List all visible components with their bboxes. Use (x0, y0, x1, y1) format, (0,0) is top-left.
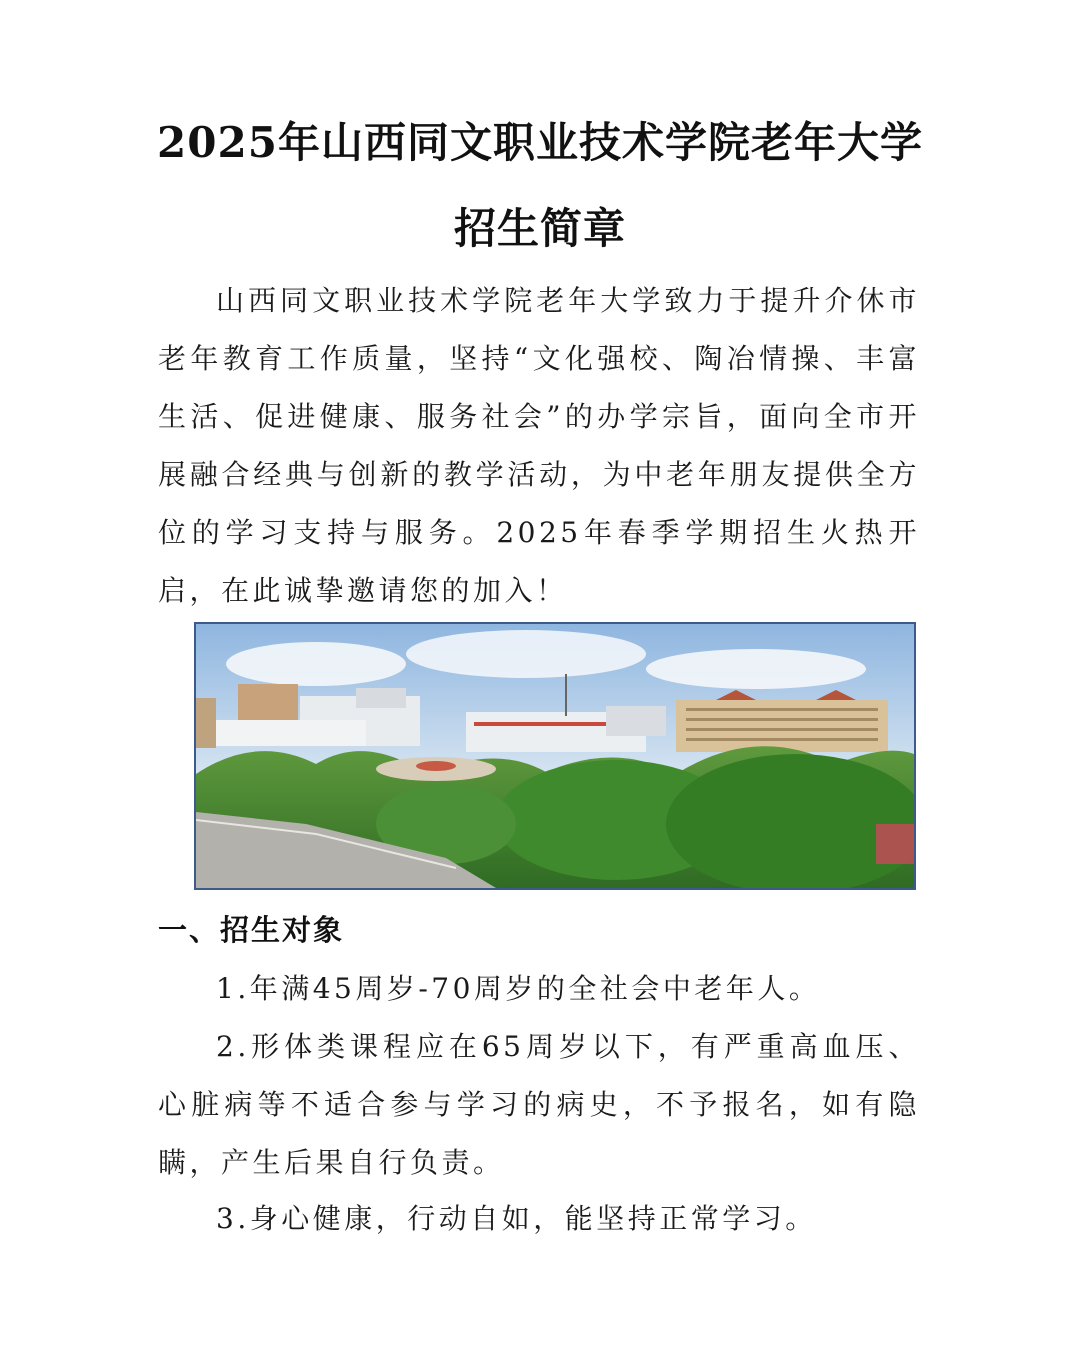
section-heading-enrollment-target: 一、招生对象 (158, 913, 345, 947)
document-subtitle: 招生简章 (453, 204, 626, 253)
enrollment-item-3: 3.身心健康，行动自如，能坚持正常学习。 (216, 1202, 817, 1235)
document-title: 2025年山西同文职业技术学院老年大学 (157, 118, 923, 167)
enrollment-item-2: 2.形体类课程应在65周岁以下，有严重高血压、心脏病等不适合参与学习的病史，不予报名，如有隐瞒，产生后果自行负责。 (158, 1030, 920, 1179)
campus-photo (194, 622, 916, 890)
enrollment-item-1: 1.年满45周岁-70周岁的全社会中老年人。 (216, 972, 821, 1005)
intro-paragraph: 山西同文职业技术学院老年大学致力于提升介休市老年教育工作质量，坚持“文化强校、陶冶情操、丰富生活、促进健康、服务社会”的办学宗旨，面向全市开展融合经典与创新的教学活动，为中老年朋友提供全方位的学习支持与服务。2025年春季学期招生火热开启，在此诚挚邀请您的加入！ (158, 284, 920, 607)
